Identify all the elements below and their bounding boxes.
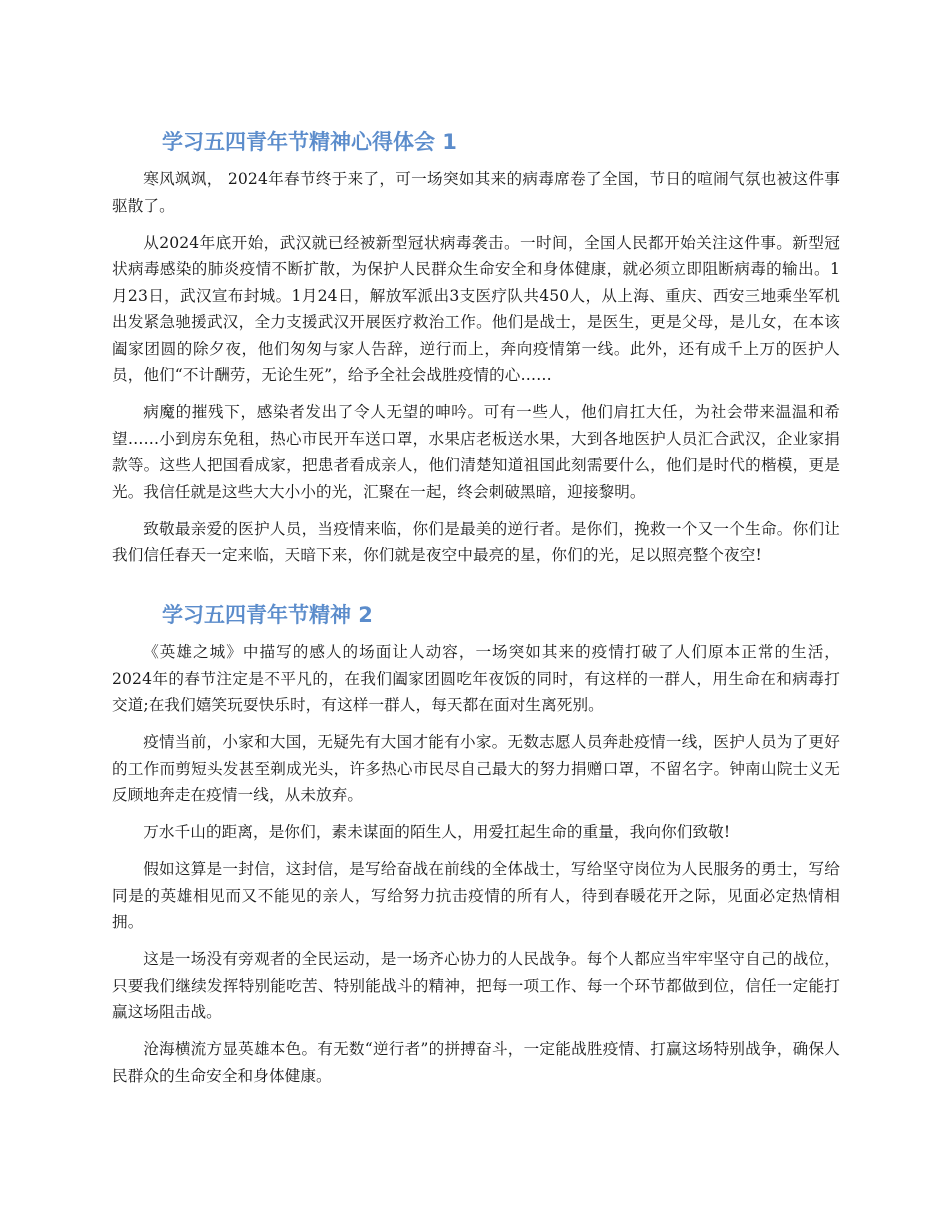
section-2-heading: 学习五四青年节精神 2: [162, 603, 373, 627]
section-2-paragraph-4: 假如这算是一封信，这封信，是写给奋战在前线的全体战士，写给坚守岗位为人民服务的勇士，写给同是的英雄相见而又不能见的亲人，写给努力抗击疫情的所有人，待到春暖花开之际，见面必定热情相拥。: [112, 860, 840, 931]
section-1-paragraph-4: 致敬最亲爱的医护人员，当疫情来临，你们是最美的逆行者。是你们，挽救一个又一个生命。你们让我们信任春天一定来临，天暗下来，你们就是夜空中最亮的星，你们的光，足以照亮整个夜空!: [112, 519, 840, 564]
essay-section-2: [112, 600, 840, 1089]
section-2-paragraph-6: 沧海横流方显英雄本色。有无数“逆行者”的拼搏奋斗，一定能战胜疫情、打赢这场特别战争，确保人民群众的生命安全和身体健康。: [112, 1040, 840, 1085]
section-1-paragraph-2: 从2024年底开始，武汉就已经被新型冠状病毒袭击。一时间，全国人民都开始关注这件事。新型冠状病毒感染的肺炎疫情不断扩散，为保护人民群众生命安全和身体健康，就必须立即阻断病毒的输出。1月23日，武汉宣布封城。1月24日，解放军派出3支医疗队共450人，从上海、重庆、西安三地乘坐军机出发紧急驰援武汉，全力支援武汉开展医疗救治工作。他们是战士，是医生，更是父母，是儿女，在本该阖家团圆的除夕夜，他们匆匆与家人告辞，逆行而上，奔向疫情第一线。此外，还有成千上万的医护人员，他们“不计酬劳，无论生死”，给予全社会战胜疫情的心……: [112, 233, 840, 384]
section-1-paragraph-3: 病魔的摧残下，感染者发出了令人无望的呻吟。可有一些人，他们肩扛大任，为社会带来温温和希望……小到房东免租，热心市民开车送口罩，水果店老板送水果，大到各地医护人员汇合武汉，企业家捐款等。这些人把国看成家，把患者看成亲人，他们清楚知道祖国此刻需要什么，他们是时代的楷模，更是光。我信任就是这些大大小小的光，汇聚在一起，终会刺破黑暗，迎接黎明。: [112, 403, 840, 501]
section-1-heading: 学习五四青年节精神心得体会 1: [162, 130, 457, 154]
section-1-paragraph-1: 寒风飒飒， 2024年春节终于来了，可一场突如其来的病毒席卷了全国，节日的喧闹气氛也被这件事驱散了。: [112, 170, 840, 215]
section-2-paragraph-1: 《英雄之城》中描写的感人的场面让人动容，一场突如其来的疫情打破了人们原本正常的生活，2024年的春节注定是不平凡的，在我们阖家团圆吃年夜饭的同时，有这样的一群人，用生命在和病毒打交道;在我们嬉笑玩耍快乐时，有这样一群人，每天都在面对生离死别。: [112, 643, 840, 714]
section-2-paragraph-3: 万水千山的距离，是你们，素未谋面的陌生人，用爱扛起生命的重量，我向你们致敬!: [143, 823, 731, 841]
essay-section-1: [112, 127, 840, 569]
section-2-paragraph-5: 这是一场没有旁观者的全民运动，是一场齐心协力的人民战争。每个人都应当牢牢坚守自己的战位，只要我们继续发挥特别能吃苦、特别能战斗的精神，把每一项工作、每一个环节都做到位，信任一定能打赢这场阻击战。: [112, 950, 840, 1021]
section-2-paragraph-2: 疫情当前，小家和大国，无疑先有大国才能有小家。无数志愿人员奔赴疫情一线，医护人员为了更好的工作而剪短头发甚至剃成光头，许多热心市民尽自己最大的努力捐赠口罩，不留名字。钟南山院士义无反顾地奔走在疫情一线，从未放弃。: [112, 733, 840, 804]
